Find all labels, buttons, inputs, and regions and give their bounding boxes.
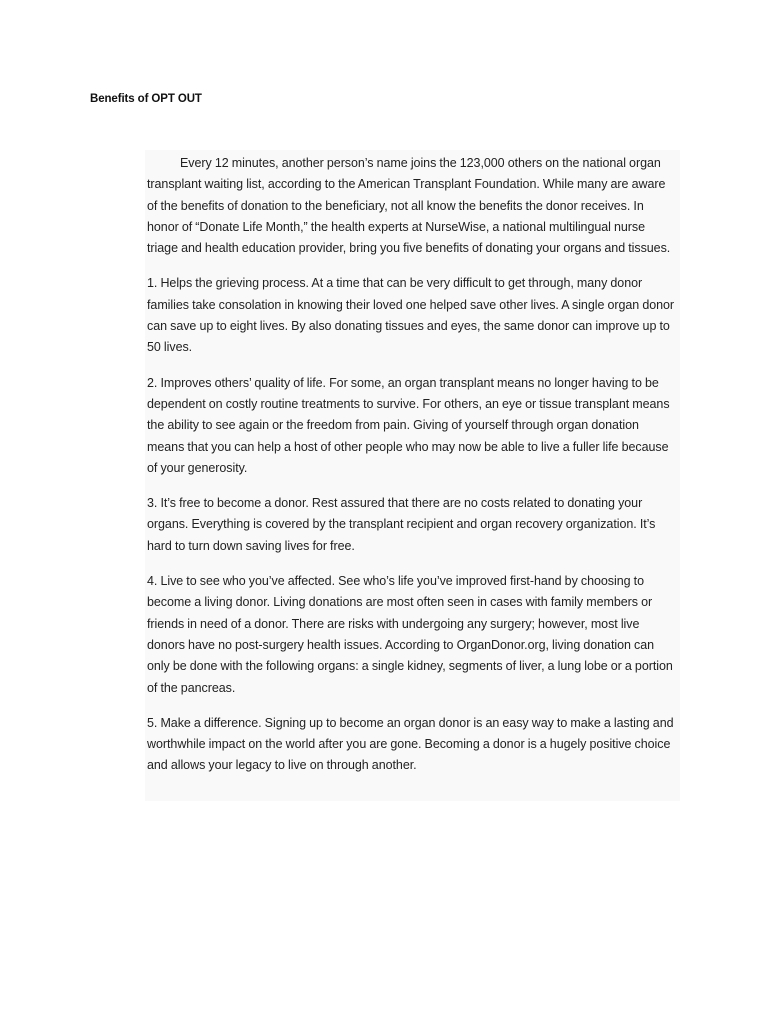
page-title: Benefits of OPT OUT	[90, 93, 202, 105]
benefit-paragraph-2: 2. Improves others’ quality of life. For some, an organ transplant means no longer having to be dependent on costly routine treatments to survive. For others, an eye or tissue transplant means the ability to see again or the freedom from pain. Giving of yourself through organ donation means that you can help a host of other people who may now be able to live a fuller life because of your generosity.	[147, 375, 670, 475]
benefit-paragraph-1: 1. Helps the grieving process. At a time that can be very difficult to get through, many donor families take consolation in knowing their loved one helped save other lives. A single organ donor can save up to eight lives. By also donating tissues and eyes, the same donor can improve up to 50 lives.	[147, 276, 675, 355]
article-excerpt	[145, 150, 680, 801]
benefit-paragraph-5: 5. Make a difference. Signing up to become an organ donor is an easy way to make a lasting and worthwhile impact on the world after you are gone. Becoming a donor is a hugely positive choice and allows your legacy to live on through another.	[147, 715, 674, 773]
benefit-paragraph-4: 4. Live to see who you’ve affected. See who’s life you’ve improved first-hand by choosing to become a living donor. Living donations are most often seen in cases with family members or friends in need of a donor. There are risks with undergoing any surgery; however, most live donors have no post-surgery health issues. According to OrganDonor.org, living donation can only be done with the following organs: a single kidney, segments of liver, a lung lobe or a portion of the pancreas.	[147, 574, 673, 695]
intro-paragraph: Every 12 minutes, another person’s name joins the 123,000 others on the national organ transplant waiting list, according to the American Transplant Foundation. While many are aware of the benefits of donation to the beneficiary, not all know the benefits the donor receives. In honor of “Donate Life Month,” the health experts at NurseWise, a national multilingual nurse triage and health education provider, bring you five benefits of donating your organs and tissues.	[147, 156, 671, 256]
benefit-paragraph-3: 3. It’s free to become a donor. Rest assured that there are no costs related to donating your organs. Everything is covered by the transplant recipient and organ recovery organization. It’s hard to turn down saving lives for free.	[147, 496, 656, 553]
